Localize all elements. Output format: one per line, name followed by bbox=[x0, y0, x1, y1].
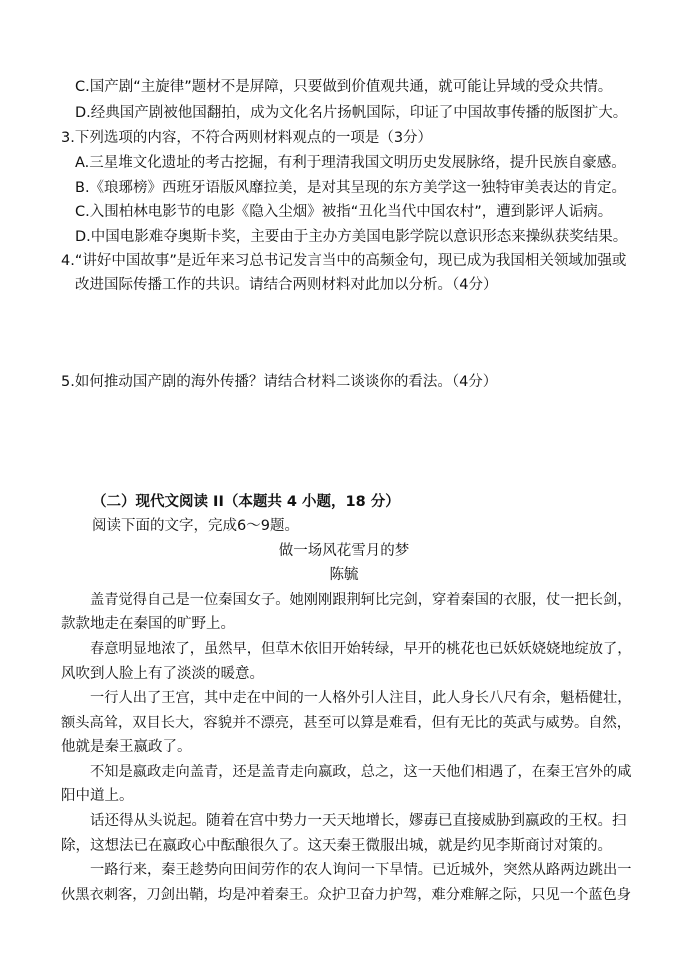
story-line: 他就是秦王嬴政了。 bbox=[61, 739, 192, 755]
story-line: 款款地走在秦国的旷野上。 bbox=[61, 616, 235, 632]
section-instruction: 阅读下面的文字，完成6～9题。 bbox=[92, 518, 299, 534]
story-line: 一路行来，秦王趁势向田间劳作的农人询问一下旱情。已近城外，突然从路两边跳出一 bbox=[90, 862, 632, 878]
q4-stem-line2: 改进国际传播工作的共识。请结合两则材料对此加以分析。（4分） bbox=[75, 277, 498, 293]
story-line: 不知是嬴政走向盖青，还是盖青走向嬴政，总之，这一天他们相遇了，在秦王宫外的咸 bbox=[90, 764, 632, 780]
story-line: 风吹到人脸上有了淡淡的暖意。 bbox=[61, 666, 264, 682]
story-line: 额头高耸，双目长大，容貌并不漂亮，甚至可以算是难看，但有无比的英武与威势。自然， bbox=[61, 715, 632, 731]
q3-option-d: D.中国电影难夺奥斯卡奖，主要由于主办方美国电影学院以意识形态来操纵获奖结果。 bbox=[75, 229, 628, 245]
q3-option-c: C.入围柏林电影节的电影《隐入尘烟》被指“丑化当代中国农村”，遭到影评人诟病。 bbox=[75, 204, 613, 220]
story-line: 话还得从头说起。随着在宫中势力一天天地增长，嫪毐已直接威胁到嬴政的王权。扫 bbox=[90, 813, 627, 829]
story-line: 春意明显地浓了，虽然早，但草木依旧开始转绿，早开的桃花也已妖妖娆娆地绽放了， bbox=[90, 641, 632, 657]
story-line: 阳中道上。 bbox=[61, 788, 134, 804]
story-title: 做一场风花雪月的梦 bbox=[278, 543, 410, 559]
story-line: 伙黑衣刺客，刀剑出鞘，均是冲着秦王。众护卫奋力护驾，难分难解之际，只见一个蓝色身 bbox=[61, 887, 632, 903]
story-line: 一行人出了王宫，其中走在中间的一人格外引人注目，此人身长八尺有余，魁梧健壮， bbox=[90, 690, 632, 706]
q5-stem: 5.如何推动国产剧的海外传播？请结合材料二谈谈你的看法。（4分） bbox=[61, 374, 498, 390]
q4-stem-line1: 4.“讲好中国故事”是近年来习总书记发言当中的高频金句，现已成为我国相关领域加强或 bbox=[61, 253, 627, 269]
story-line: 盖青觉得自己是一位秦国女子。她刚刚跟荆轲比完剑，穿着秦国的衣服，仗一把长剑， bbox=[90, 592, 632, 608]
section-heading: （二）现代文阅读 II（本题共 4 小题，18 分） bbox=[92, 494, 400, 510]
q3-option-a: A.三星堆文化遗址的考古挖掘，有利于理清我国文明历史发展脉络，提升民族自豪感。 bbox=[75, 155, 626, 171]
q2-option-d: D.经典国产剧被他国翻拍，成为文化名片扬帆国际，印证了中国故事传播的版图扩大。 bbox=[75, 105, 628, 121]
q3-stem: 3.下列选项的内容，不符合两则材料观点的一项是（3分） bbox=[61, 130, 433, 146]
story-line: 除，这想法已在嬴政心中酝酿很久了。这天秦王微服出城，就是约见李斯商讨对策的。 bbox=[61, 838, 612, 854]
q2-option-c: C.国产剧“主旋律”题材不是屏障，只要做到价值观共通，就可能让异域的受众共情。 bbox=[75, 79, 613, 95]
q3-option-b: B.《琅琊榜》西班牙语版风靡拉美，是对其呈现的东方美学这一独特审美表达的肯定。 bbox=[75, 180, 627, 196]
story-author: 陈毓 bbox=[329, 567, 359, 583]
